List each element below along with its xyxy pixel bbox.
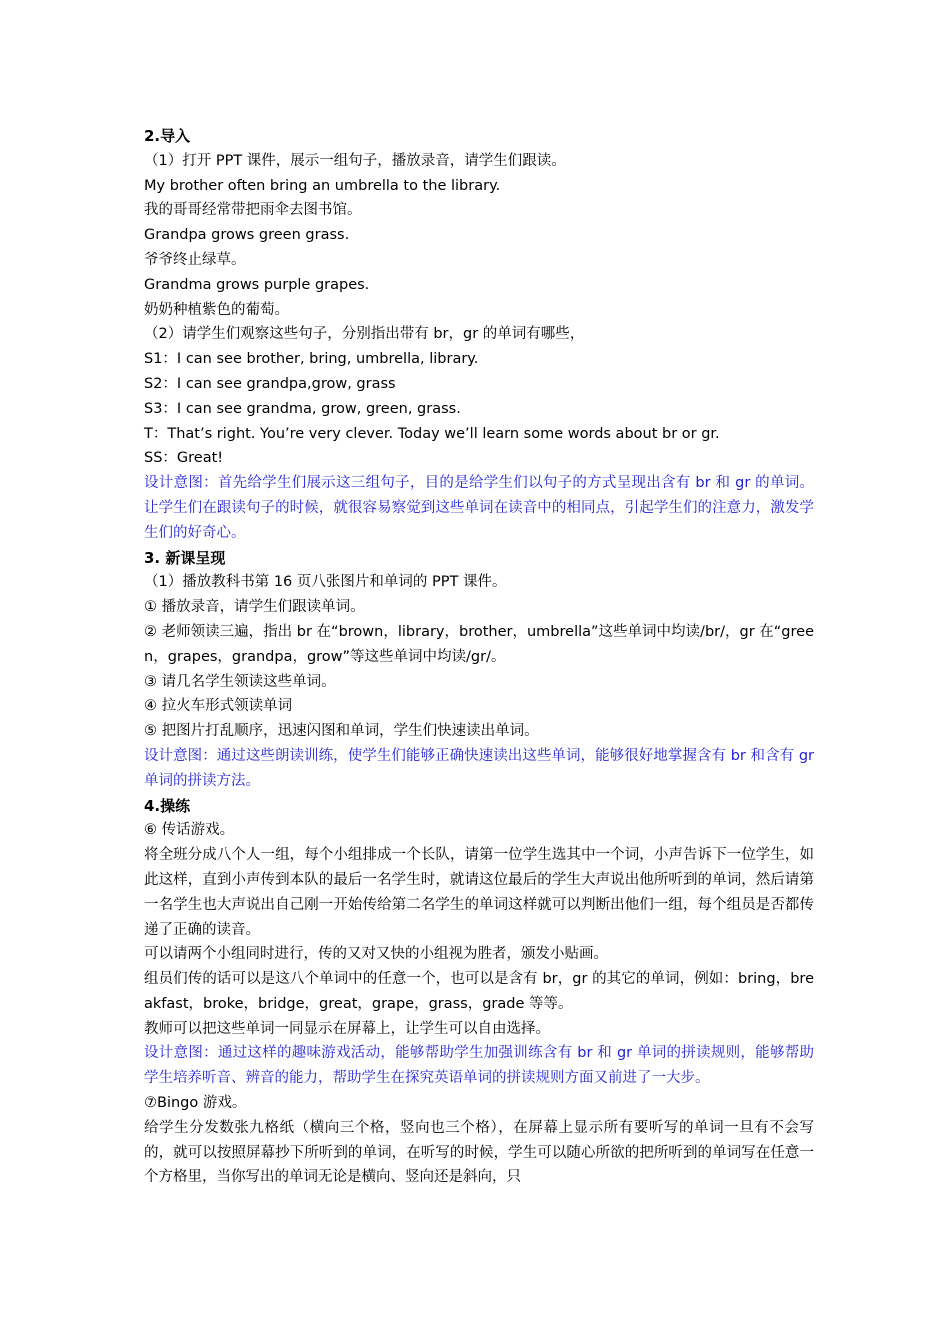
paragraph: 教师可以把这些单词一同显示在屏幕上，让学生可以自由选择。: [144, 1020, 550, 1037]
design-intent-paragraph: 设计意图：通过这样的趣味游戏活动，能够帮助学生加强训练含有 br 和 gr 单词的拼读规则，能够帮助学生培养听音、辨音的能力，帮助学生在探究英语单词的拼读规则方面又前进了一大步。: [144, 1045, 814, 1087]
paragraph: ⑥ 传话游戏。: [144, 822, 235, 839]
paragraph: ④ 拉火车形式领读单词: [144, 698, 293, 715]
paragraph: （2）请学生们观察这些句子，分别指出带有 br，gr 的单词有哪些，: [144, 326, 585, 343]
paragraph: 将全班分成八个人一组，每个小组排成一个长队，请第一位学生选其中一个词，小声告诉下一位学生，如此这样，直到小声传到本队的最后一名学生时，就请这位最后的学生大声说出他所听到的单词，然后请第一名学生也大声说出自己刚一开始传给第二名学生的单词这样就可以判断出他们一组，每个组员是否都传递了正确的读音。: [144, 847, 814, 938]
section-heading-intro: 2.导入: [144, 127, 191, 145]
paragraph: S2：I can see grandpa,grow, grass: [144, 375, 396, 392]
paragraph: 爷爷终止绿草。: [144, 251, 246, 268]
paragraph: Grandma grows purple grapes.: [144, 276, 370, 293]
design-intent-paragraph: 设计意图：通过这些朗读训练，使学生们能够正确快速读出这些单词，能够很好地掌握含有 br 和含有 gr 单词的拼读方法。: [144, 747, 814, 789]
paragraph: My brother often bring an umbrella to the library.: [144, 177, 501, 194]
paragraph: ① 播放录音，请学生们跟读单词。: [144, 599, 365, 616]
paragraph: SS：Great!: [144, 450, 224, 467]
paragraph: 奶奶种植紫色的葡萄。: [144, 301, 289, 318]
paragraph: （1）打开 PPT 课件，展示一组句子，播放录音，请学生们跟读。: [144, 152, 566, 169]
paragraph: 组员们传的话可以是这八个单词中的任意一个，也可以是含有 br，gr 的其它的单词，例如：bring，breakfast，broke，bridge，great，grape，grass，grade 等等。: [144, 971, 814, 1012]
paragraph: 我的哥哥经常带把雨伞去图书馆。: [144, 202, 362, 219]
paragraph: ⑦Bingo 游戏。: [144, 1095, 247, 1112]
paragraph: S3：I can see grandma, grow, green, grass.: [144, 400, 461, 417]
paragraph: S1：I can see brother, bring, umbrella, library.: [144, 351, 479, 368]
design-intent-paragraph: 设计意图：首先给学生们展示这三组句子，目的是给学生们以句子的方式呈现出含有 br 和 gr 的单词。让学生们在跟读句子的时候，就很容易察觉到这些单词在读音中的相同点，引起学生们的注意力，激发学生们的好奇心。: [144, 475, 814, 541]
paragraph: 给学生分发数张九格纸（横向三个格，竖向也三个格），在屏幕上显示所有要听写的单词一旦有不会写的，就可以按照屏幕抄下所听到的单词，在听写的时候，学生可以随心所欲的把所听到的单词写在任意一个方格里，当你写出的单词无论是横向、竖向还是斜向，只: [144, 1119, 814, 1186]
section-heading-new-lesson: 3. 新课呈现: [144, 548, 226, 567]
document-body: [144, 124, 814, 1190]
paragraph: （1）播放教科书第 16 页八张图片和单词的 PPT 课件。: [144, 574, 507, 591]
paragraph: Grandpa grows green grass.: [144, 227, 350, 244]
paragraph: ③ 请几名学生领读这些单词。: [144, 673, 336, 690]
paragraph: ② 老师领读三遍，指出 br 在“brown，library，brother，umbrella”这些单词中均读/br/，gr 在“green，grapes，grandpa，grow”等这些单词中均读/gr/。: [144, 623, 814, 665]
paragraph: ⑤ 把图片打乱顺序，迅速闪图和单词，学生们快速读出单词。: [144, 723, 539, 740]
paragraph: 可以请两个小组同时进行，传的又对又快的小组视为胜者，颁发小贴画。: [144, 946, 608, 963]
section-heading-practice: 4.操练: [144, 796, 191, 815]
paragraph: T：That’s right. You’re very clever. Today we’ll learn some words about br or gr.: [144, 425, 720, 442]
